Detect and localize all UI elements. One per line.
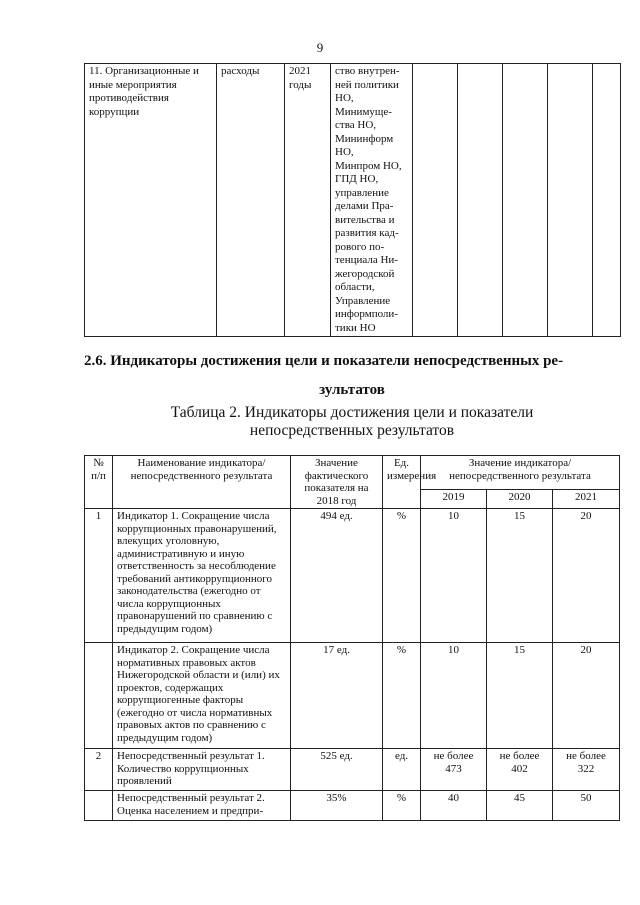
executor-line: НО, <box>335 146 354 158</box>
row-2021: 20 <box>553 509 620 643</box>
executor-line: делами Пра- <box>335 200 394 212</box>
empty-cell <box>503 64 548 337</box>
row-value-2018: 525 ед. <box>291 749 383 791</box>
empty-cell <box>548 64 593 337</box>
executor-line: ство внутрен- <box>335 65 400 77</box>
header-year-2020: 2020 <box>487 490 553 509</box>
executor-line: Мининформ <box>335 132 394 145</box>
header-num: № п/п <box>85 456 113 509</box>
executor-line: Минпром НО, <box>335 159 402 172</box>
row-2021: 20 <box>553 643 620 749</box>
row-unit: % <box>383 509 421 643</box>
table-header-row <box>85 456 620 490</box>
empty-cell <box>593 64 621 337</box>
executor-line: Управление <box>335 294 391 307</box>
section-heading-line1: 2.6. Индикаторы достижения цели и показатели непосредственных ре- <box>84 353 564 369</box>
table-caption <box>84 404 620 440</box>
row-name: Непосредственный результат 1. Количество коррупционных проявлений <box>113 749 291 791</box>
row-unit: % <box>383 791 421 821</box>
row-name: Индикатор 1. Сокращение числа коррупционных правонарушений, влекущих уголовную, административную и иную ответственность за несоблюдение требований антикоррупционного законодательства (ежегодно от числа коррупционных правонарушений по сравнению с предыдущим годом) <box>113 509 291 643</box>
table-row <box>85 791 620 821</box>
executor-line: ней политики <box>335 78 399 91</box>
activity-name: 11. Организационные и иные мероприятия противодействия коррупции <box>85 64 217 337</box>
row-value-2018: 494 ед. <box>291 509 383 643</box>
activity-type: расходы <box>217 64 285 337</box>
table-row <box>85 749 620 791</box>
row-name: Непосредственный результат 2. Оценка населением и предпри- <box>113 791 291 821</box>
header-values: Значение индикатора/непосредственного результата <box>421 456 620 490</box>
executor-line: вительства и <box>335 213 395 226</box>
executor-line: развития кад- <box>335 227 399 239</box>
table-caption-line2: непосредственных результатов <box>249 422 455 439</box>
row-num <box>85 791 113 821</box>
indicators-table <box>84 455 620 821</box>
executor-line: информполи- <box>335 308 398 320</box>
row-2019: 10 <box>421 509 487 643</box>
row-2019: не более 473 <box>421 749 487 791</box>
row-num <box>85 643 113 749</box>
header-year-2021: 2021 <box>553 490 620 509</box>
executor-line: области, <box>335 281 375 293</box>
row-2020: 45 <box>487 791 553 821</box>
row-num: 2 <box>85 749 113 791</box>
row-2020: 15 <box>487 643 553 749</box>
row-unit: ед. <box>383 749 421 791</box>
table-row <box>85 643 620 749</box>
row-2020: 15 <box>487 509 553 643</box>
executor-line: НО, <box>335 92 354 104</box>
executor-line: Минимуще- <box>335 105 392 118</box>
row-value-2018: 17 ед. <box>291 643 383 749</box>
header-name: Наименование индикатора/непосредственного результата <box>113 456 291 509</box>
header-unit: Ед. измерения <box>383 456 421 509</box>
executor-line: жегородской <box>335 267 395 280</box>
row-2021: не более 322 <box>553 749 620 791</box>
row-value-2018: 35% <box>291 791 383 821</box>
executor-line: управление <box>335 186 389 199</box>
executor-line: ГПД НО, <box>335 173 379 185</box>
table-row <box>85 64 621 337</box>
section-heading <box>84 347 620 405</box>
activity-executors <box>331 64 413 337</box>
activity-period: 2021 годы <box>285 64 331 337</box>
header-value-2018: Значение фактического показателя на 2018 год <box>291 456 383 509</box>
section-heading-line2: зультатов <box>319 382 385 398</box>
row-2019: 10 <box>421 643 487 749</box>
executor-line: тенциала Ни- <box>335 254 398 266</box>
page-number: 9 <box>316 40 324 55</box>
row-name: Индикатор 2. Сокращение числа нормативных правовых актов Нижегородской области и (или) их проектов, содержащих коррупциогенные факторы (ежегодно от числа нормативных правовых актов по сравнению с предыдущим годом) <box>113 643 291 749</box>
executor-line: рового по- <box>335 240 385 253</box>
row-2019: 40 <box>421 791 487 821</box>
table-caption-line1: Таблица 2. Индикаторы достижения цели и показатели <box>170 404 534 421</box>
row-2021: 50 <box>553 791 620 821</box>
table-row <box>85 509 620 643</box>
empty-cell <box>413 64 458 337</box>
row-2020: не более 402 <box>487 749 553 791</box>
executor-line: тики НО <box>335 321 376 334</box>
empty-cell <box>458 64 503 337</box>
row-num: 1 <box>85 509 113 643</box>
activities-table-continuation <box>84 63 621 337</box>
header-year-2019: 2019 <box>421 490 487 509</box>
executor-line: ства НО, <box>335 119 377 131</box>
row-unit: % <box>383 643 421 749</box>
